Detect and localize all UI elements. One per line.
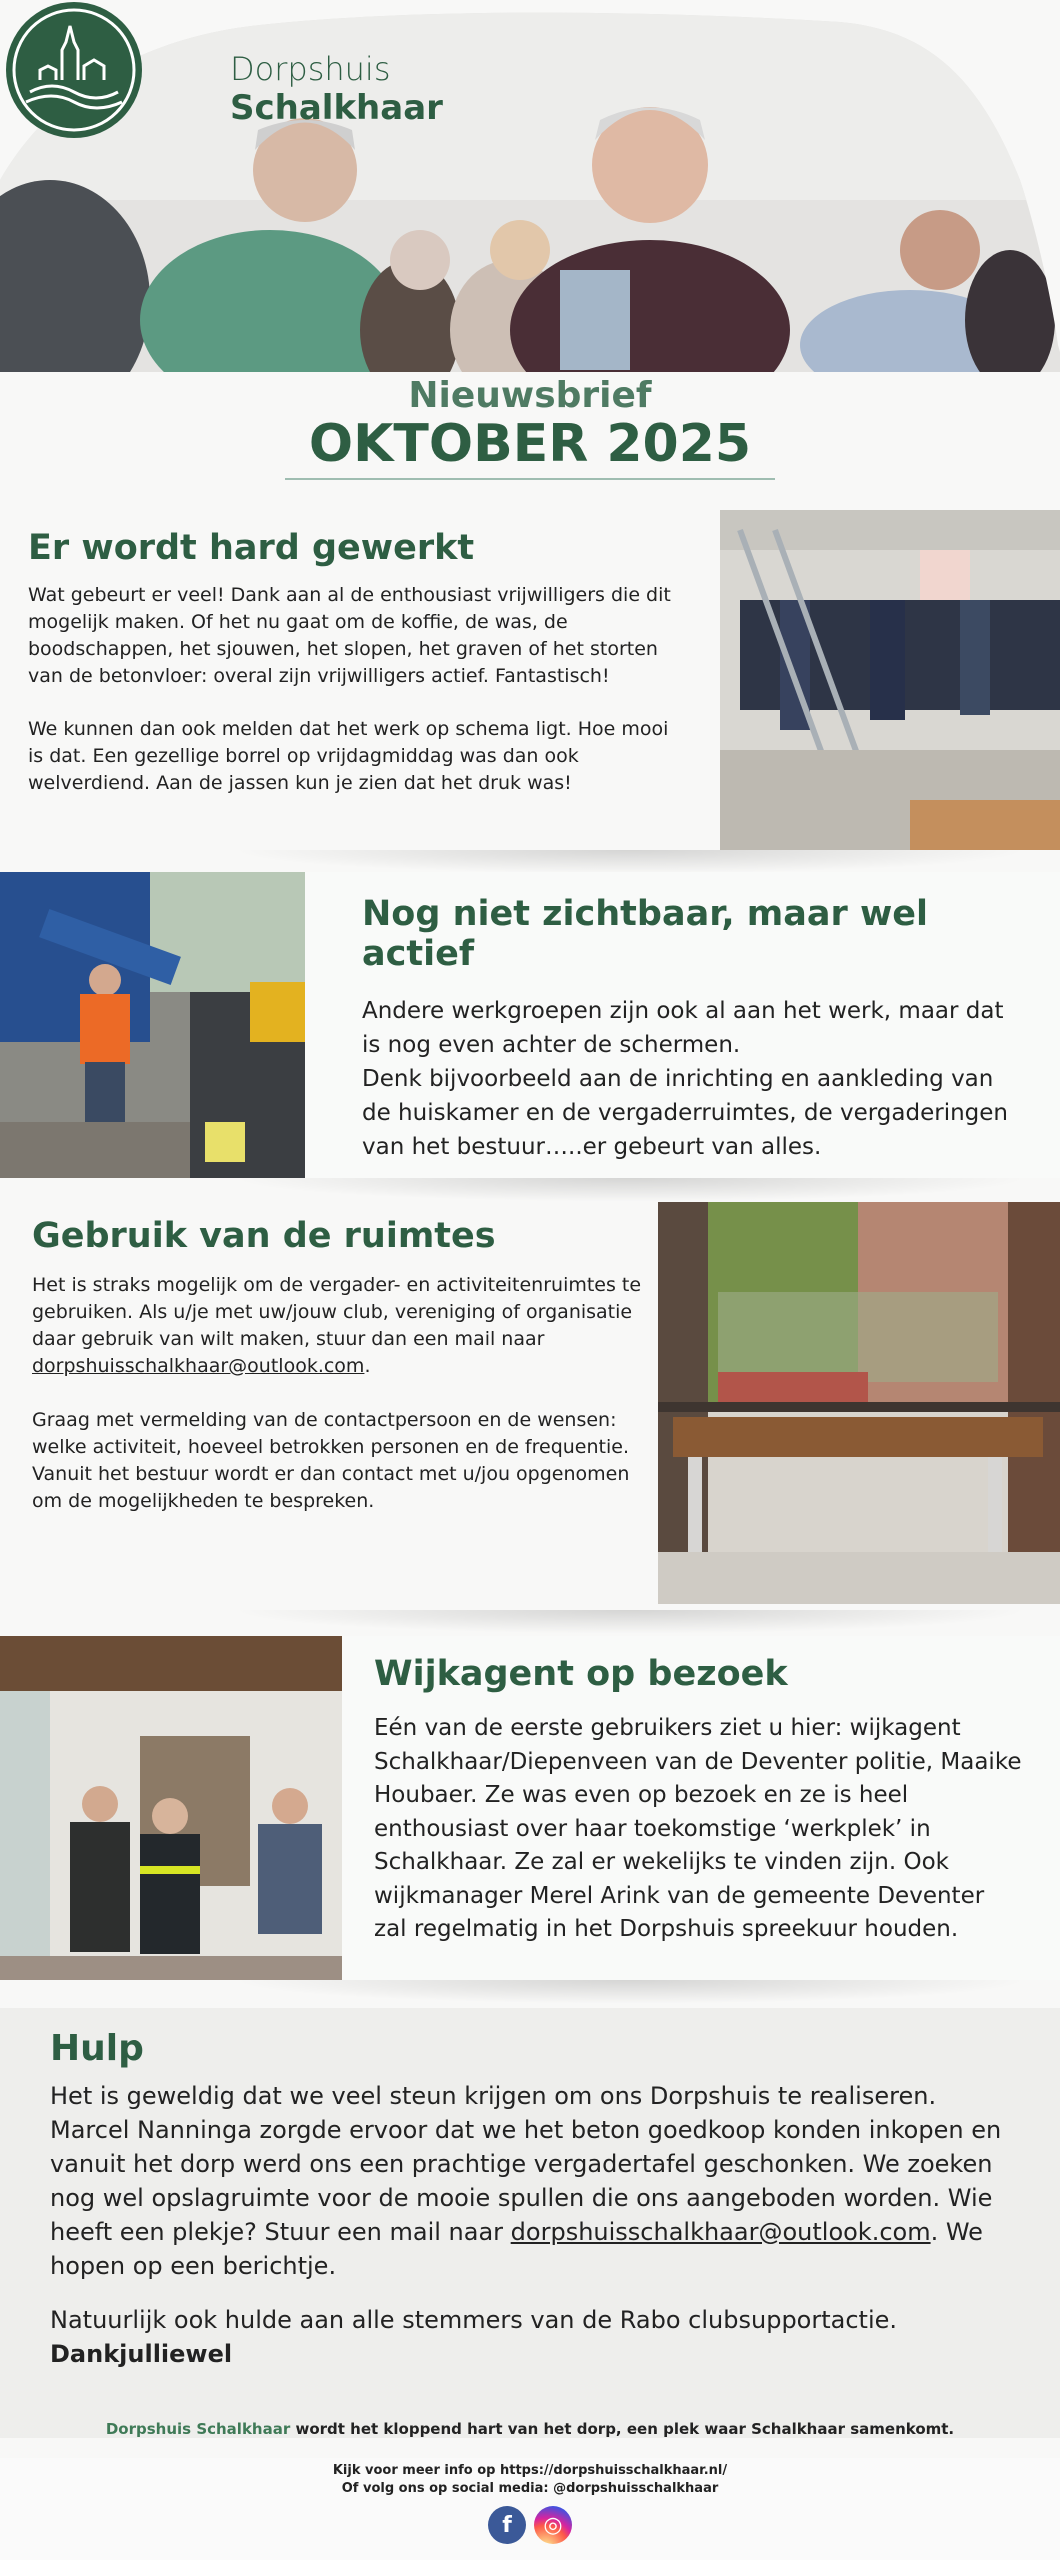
section-divider bbox=[230, 850, 1030, 874]
newsletter-kicker: Nieuwsbrief bbox=[408, 375, 652, 416]
paragraph-text: Het is straks mogelijk om de vergader- en activiteitenruimtes te gebruiken. Als u/je met uw/jouw club, vereniging of organisatie daar gebruik van wilt maken, stuur dan een mail naar bbox=[32, 1274, 642, 1350]
section-paragraph: We kunnen dan ook melden dat het werk op schema ligt. Hoe mooi is dat. Een gezellige borrel op vrijdagmiddag was dan ook welverdiend. Aan de jassen kun je zien dat het druk was! bbox=[28, 718, 669, 794]
section-niet-zichtbaar bbox=[0, 872, 1060, 1178]
footer-info: Kijk voor meer info op https://dorpshuisschalkhaar.nl/ bbox=[332, 2463, 728, 2478]
masthead bbox=[0, 375, 1060, 480]
coats-photo bbox=[720, 510, 1060, 850]
section-title: Nog niet zichtbaar, maar wel actief bbox=[362, 894, 929, 974]
email-link[interactable]: dorpshuisschalkhaar@outlook.com bbox=[32, 1355, 365, 1377]
worker-photo bbox=[0, 872, 305, 1178]
paragraph-text: Het is geweldig dat we veel steun krijgen om ons Dorpshuis te realiseren. Marcel Nanninga zorgde ervoor dat we het beton goedkoop konden inkopen en vanuit het dorp werd ons een prachtige vergadertafel geschonken. We zoeken nog wel opslagruimte voor de mooie spullen die ons aangeboden worden. Wie heeft een plekje? Stuur een mail naar bbox=[50, 2082, 1002, 2246]
footer-social-text: Of volg ons op social media: @dorpshuisschalkhaar bbox=[341, 2481, 719, 2496]
social-links bbox=[0, 2506, 1060, 2544]
hero-banner bbox=[0, 0, 1060, 375]
thanks-text: Dankjulliewel bbox=[50, 2340, 233, 2368]
section-paragraph bbox=[50, 2079, 1020, 2283]
logo-emblem bbox=[0, 0, 148, 140]
section-title: Er wordt hard gewerkt bbox=[28, 528, 475, 568]
section-title: Wijkagent op bezoek bbox=[374, 1654, 788, 1694]
paragraph-end: . bbox=[364, 1355, 371, 1377]
section-paragraph: Wat gebeurt er veel! Dank aan al de enthousiast vrijwilligers die dit mogelijk maken. Of het nu gaat om de koffie, de was, de boodschappen, het sjouwen, het slopen, het graven of het storten van de betonvloer: overal zijn vrijwilligers actief. Fantastisch! bbox=[28, 584, 671, 687]
email-link[interactable]: dorpshuisschalkhaar@outlook.com bbox=[510, 2218, 931, 2246]
hero-photo bbox=[0, 0, 1060, 375]
brand-line2: Schalkhaar bbox=[230, 88, 443, 129]
tagline bbox=[0, 2420, 1060, 2438]
facebook-icon[interactable]: f bbox=[488, 2506, 526, 2544]
brand-line1: Dorpshuis bbox=[230, 50, 391, 88]
section-paragraph: Graag met vermelding van de contactpersoon en de wensen: welke activiteit, hoeveel betrokken personen en de frequentie. Vanuit het bestuur wordt er dan contact met u/jou opgenomen om de mogelijkheden te bespreken. bbox=[32, 1409, 630, 1512]
footer bbox=[0, 2458, 1060, 2560]
paragraph-text: Natuurlijk ook hulde aan alle stemmers van de Rabo clubsupportactie. bbox=[50, 2306, 898, 2334]
section-paragraph bbox=[50, 2303, 1020, 2371]
section-title: Hulp bbox=[50, 2028, 144, 2069]
masthead-rule bbox=[285, 478, 775, 480]
brand-name bbox=[230, 50, 443, 129]
section-divider bbox=[230, 1980, 1030, 2004]
table-photo bbox=[658, 1202, 1060, 1604]
section-divider bbox=[230, 1610, 1030, 1634]
paragraph-end: . We hopen op een berichtje. bbox=[50, 2218, 983, 2280]
section-paragraph: Denk bijvoorbeeld aan de inrichting en aankleding van de huiskamer en de vergaderruimtes, de vergaderingen van het bestuur…..er gebeurt van alles. bbox=[362, 1066, 1008, 1160]
newsletter-date: OKTOBER 2025 bbox=[308, 414, 752, 474]
section-paragraph bbox=[32, 1272, 642, 1380]
section-ruimtes bbox=[0, 1202, 1060, 1604]
section-hulp bbox=[0, 2008, 1060, 2438]
instagram-icon[interactable]: ◎ bbox=[534, 2506, 572, 2544]
section-hard-gewerkt bbox=[0, 510, 1060, 850]
section-paragraph: Andere werkgroepen zijn ook al aan het werk, maar dat is nog even achter de schermen. bbox=[362, 998, 1004, 1058]
tagline-brand: Dorpshuis Schalkhaar bbox=[105, 2420, 291, 2438]
section-title: Gebruik van de ruimtes bbox=[32, 1216, 496, 1256]
section-wijkagent bbox=[0, 1636, 1060, 1980]
section-divider bbox=[230, 1178, 1030, 1202]
section-paragraph: Eén van de eerste gebruikers ziet u hier: wijkagent Schalkhaar/Diepenveen van de Deventer politie, Maaike Houbaer. Ze was even op bezoek en ze is heel enthousiast over haar toekomstige ‘werkplek’ in Schalkhaar. Ze zal er wekelijks te vinden zijn. Ook wijkmanager Merel Arink van de gemeente Deventer zal regelmatig in het Dorpshuis spreekuur houden. bbox=[374, 1715, 1022, 1942]
tagline-rest: wordt het kloppend hart van het dorp, een plek waar Schalkhaar samenkomt. bbox=[290, 2420, 955, 2438]
officer-photo bbox=[0, 1636, 342, 1980]
